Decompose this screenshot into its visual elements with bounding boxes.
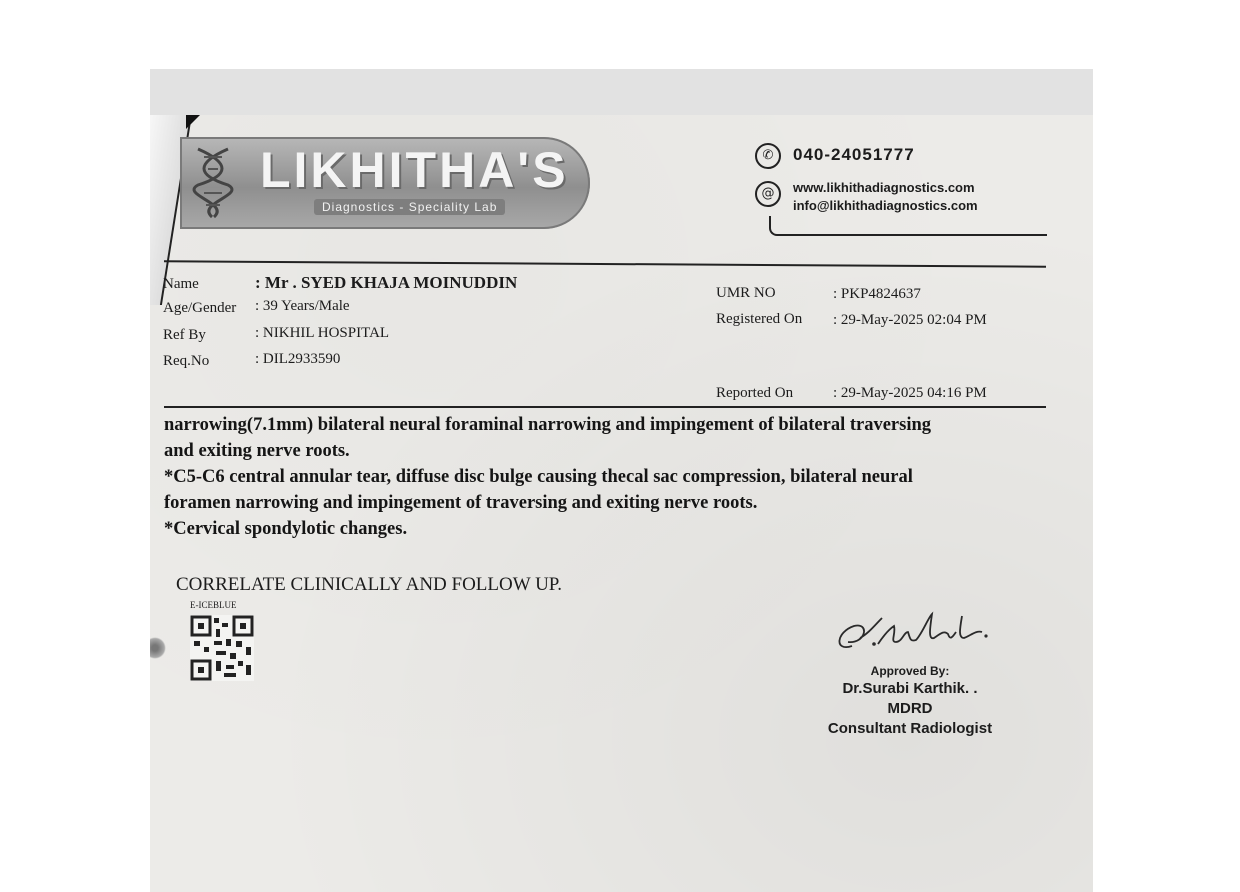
signature-block [800, 663, 1020, 739]
registered-value: : 29-May-2025 02:04 PM [833, 312, 987, 328]
lab-logo [180, 137, 590, 229]
email-link: info@likhithadiagnostics.com [793, 198, 978, 213]
website-link: www.likhithadiagnostics.com [793, 180, 975, 195]
doctor-role: Consultant Radiologist [827, 720, 993, 737]
findings-line: *C5-C6 central annular tear, diffuse disc bulge causing thecal sac compression, bilateral neural [164, 467, 913, 487]
logo-title: LIKHITHA'S [260, 142, 569, 198]
viewer-top-bar [150, 69, 1093, 115]
signature [830, 608, 990, 658]
ref-by-value: : NIKHIL HOSPITAL [255, 325, 390, 341]
findings-line: *Cervical spondylotic changes. [164, 519, 408, 539]
seal-stamp [150, 637, 166, 659]
header-divider [164, 260, 1046, 267]
findings-line: foramen narrowing and impingement of traversing and exiting nerve roots. [164, 493, 758, 513]
findings-text [164, 412, 1064, 542]
contact-bracket [769, 216, 1047, 236]
info-divider [164, 406, 1046, 408]
qr-code[interactable] [190, 615, 254, 681]
umr-value: : PKP4824637 [833, 286, 921, 302]
logo-subtitle: Diagnostics - Speciality Lab [314, 199, 505, 215]
reported-value: : 29-May-2025 04:16 PM [833, 385, 987, 401]
doctor-name: Dr.Surabi Karthik. . [842, 680, 978, 697]
phone-number: 040-24051777 [793, 145, 915, 164]
correlate-note: CORRELATE CLINICALLY AND FOLLOW UP. [176, 574, 563, 595]
age-gender-label: Age/Gender [163, 300, 237, 316]
doctor-degree: MDRD [887, 700, 933, 717]
findings-line: narrowing(7.1mm) bilateral neural foraminal narrowing and impingement of bilateral traversing [164, 415, 932, 435]
fold-tip [186, 115, 200, 129]
ref-by-label: Ref By [163, 327, 206, 343]
registered-label: Registered On [716, 311, 803, 327]
globe-icon: @ [755, 181, 781, 207]
phone-icon: ✆ [755, 143, 781, 169]
findings-line: and exiting nerve roots. [164, 441, 350, 461]
dna-icon [188, 145, 240, 221]
patient-name: : Mr . SYED KHAJA MOINUDDIN [255, 273, 518, 292]
umr-label: UMR NO [716, 285, 776, 301]
req-no-label: Req.No [163, 353, 210, 369]
name-label: Name [163, 276, 199, 292]
reported-label: Reported On [716, 385, 794, 401]
age-gender-value: : 39 Years/Male [255, 298, 350, 314]
req-no-value: : DIL2933590 [255, 351, 341, 367]
report-page [150, 115, 1093, 892]
approved-label: Approved By: [870, 664, 950, 678]
qr-caption: E-ICEBLUE [190, 600, 237, 610]
